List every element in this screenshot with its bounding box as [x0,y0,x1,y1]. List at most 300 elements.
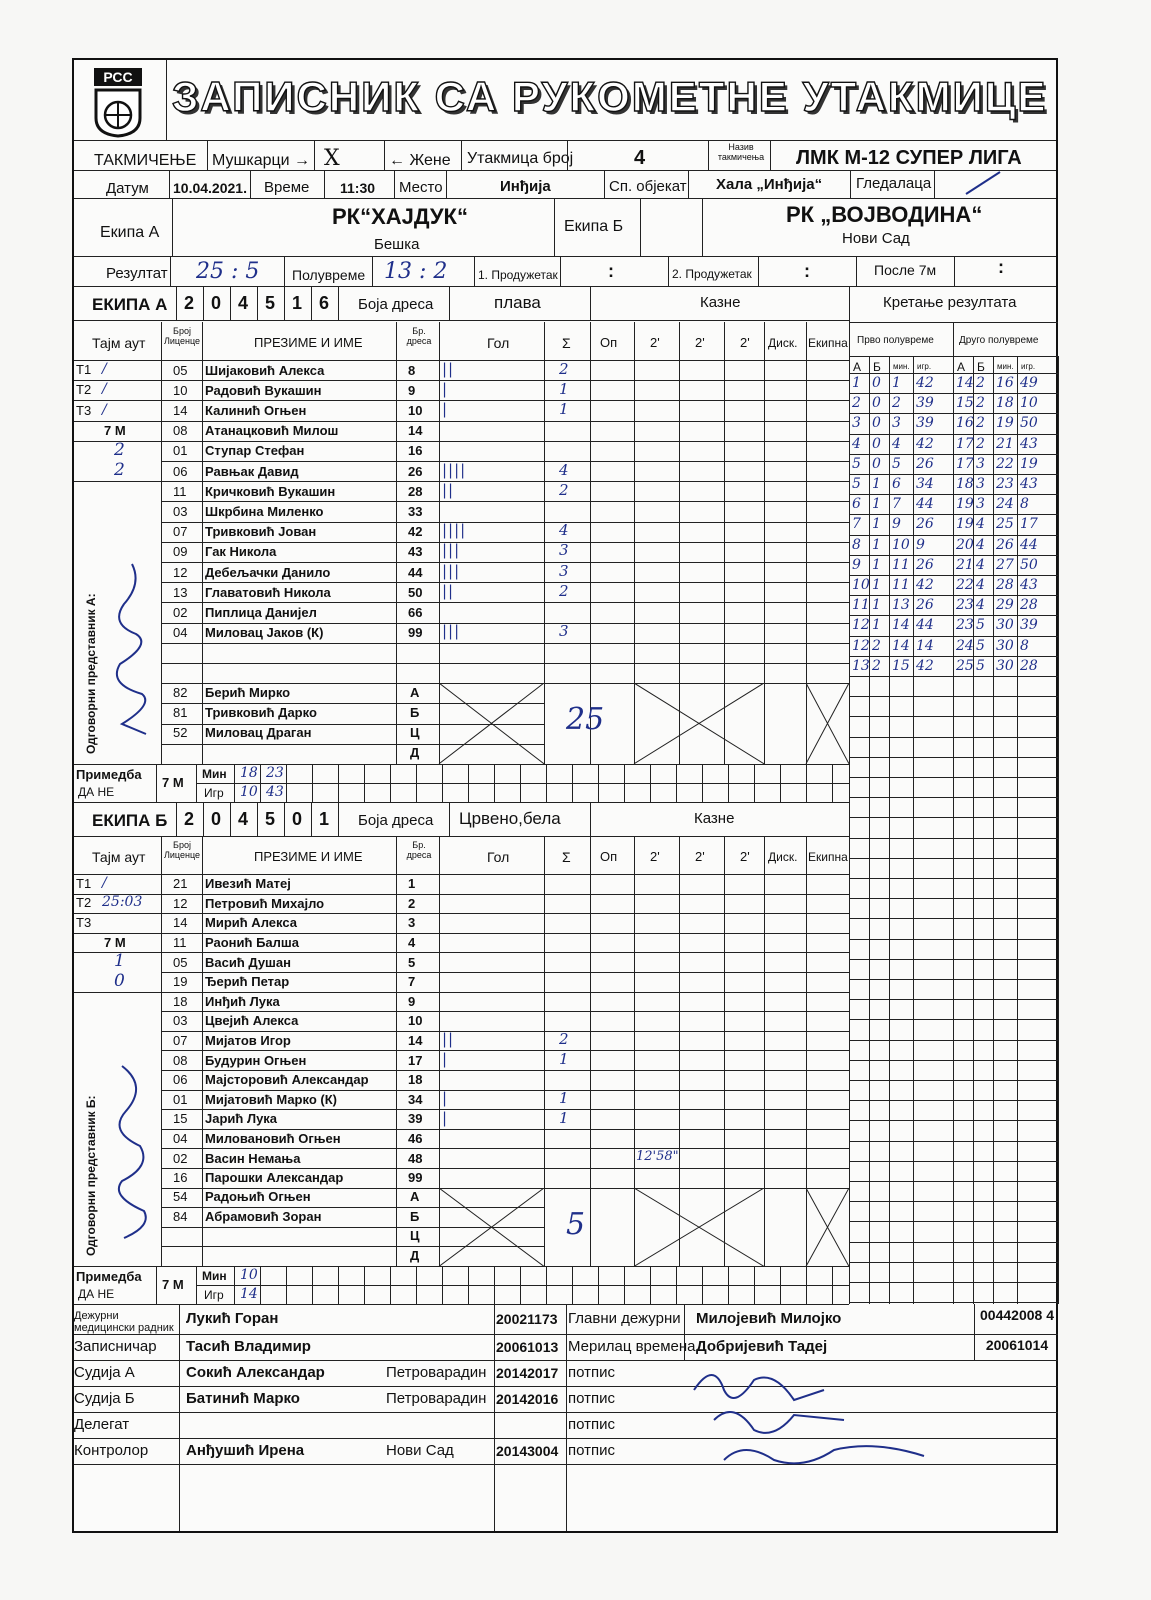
footer-person-name: Тасић Владимир [186,1338,311,1355]
player-jersey-number: 17 [408,1052,423,1068]
player-goal-marks: || [442,359,455,378]
flow-cell: 7 [852,516,861,533]
player-goal-total: 4 [559,460,569,479]
flow-cell: 16 [956,415,974,432]
player-goal-total: 4 [559,521,569,540]
player-license: 19 [173,974,188,990]
match-number-label: Утакмица број [467,150,574,167]
official-license: 84 [173,1208,188,1224]
flow-cell: 4 [892,435,901,452]
flow-cell: 1 [892,375,901,391]
player-jersey-number: 99 [408,625,423,641]
venue: Хала „Инђија“ [716,176,823,193]
team-a-code-digit: 1 [292,293,303,313]
flow-cell: 50 [1020,556,1038,573]
player-name: Кричковић Вукашин [205,483,336,499]
player-row [74,360,849,380]
team-total-goals: 25 [566,702,605,738]
flow-cell: 21 [996,435,1014,452]
player-jersey-number: 2 [408,895,416,911]
warning-header: Оп [600,849,618,864]
player-jersey-number: 34 [408,1091,423,1107]
flow-cell: 9 [852,556,861,573]
footer-person-license: 20021173 [496,1311,558,1327]
flow-cell: 4 [976,556,985,573]
player-name: Пиплица Данијел [205,604,317,620]
flow-cell: 14 [916,637,934,654]
player-goal-marks: |||| [442,521,467,540]
jersey-header: Бр. дреса [406,840,432,860]
player-row [74,1148,849,1168]
team-a-code-digit: 6 [319,293,330,313]
flow-cell: 7 [892,496,901,513]
player-name: Шијаковић Алекса [205,362,325,378]
flow-cell: 2 [872,637,881,654]
competition-name: ЛМК М-12 СУПЕР ЛИГА [796,147,1022,169]
player-goal-marks: | [442,1088,449,1107]
flow-cell: 44 [916,617,934,634]
flow-cell: 25 [996,516,1014,533]
player-goal-marks: ||| [442,541,461,560]
player-jersey-number: 39 [408,1111,423,1127]
player-row [74,582,849,602]
flow-cell: 6 [892,476,901,492]
player-name: Мајсторовић Александар [205,1072,369,1088]
footer-role-label: Контролор [74,1442,149,1459]
timeout-label-t3: Т3 [76,915,92,930]
player-license: 07 [173,524,188,540]
player-jersey-number: 10 [408,1013,423,1029]
flow-cell: 0 [872,375,881,391]
player-row [74,1090,849,1110]
flow-cell: 5 [976,617,985,634]
competition-label: ТАКМИЧЕЊЕ [94,152,197,169]
player-jersey-number: 7 [408,974,416,990]
penalties-label: Казне [700,294,741,311]
flow-cell: 39 [916,415,934,432]
official-role: Б [410,1208,420,1224]
two-minute-header: 2' [695,335,705,350]
player-goal-marks: || [442,1030,455,1049]
official-license: 54 [173,1188,188,1204]
player-license: 02 [173,604,188,620]
flow-cell: 26 [916,597,934,614]
place-label: Место [399,179,443,196]
overtime1-label: 1. Продужетак [478,268,558,282]
two-minute-header: 2' [650,849,660,864]
player-name: Гак Никола [205,544,277,560]
note-label: Примедба [76,1269,142,1284]
player-license: 11 [173,483,187,499]
player-name: Миловац Јаков (К) [205,625,324,641]
player-license: 02 [173,1150,188,1166]
player-row [74,894,849,914]
player-goal-total: 2 [559,1030,569,1049]
player-name: Инђић Лука [205,993,280,1009]
player-row [74,913,849,933]
license-header: Број Лиценце [163,840,201,860]
seven-m-minute-label: Мин [202,767,227,781]
second-half-label: Друго полувреме [959,335,1039,346]
flow-cell: 3 [852,415,861,432]
flow-cell: 43 [1020,435,1038,452]
flow-cell: 19 [996,415,1014,432]
official-license: 52 [173,725,188,741]
player-license: 04 [173,625,188,641]
seven-m-label: 7 М [104,422,126,438]
flow-cell: 44 [1020,536,1038,553]
player-jersey-number: 42 [408,524,423,540]
footer-role-label: Дежурни медицински радник [74,1310,174,1334]
jersey-color-label: Боја дреса [358,812,434,829]
timeout-label-t1: Т1 [76,362,92,378]
team-b-name: РК „ВОЈВОДИНА“ [786,202,983,227]
player-goal-marks: ||| [442,622,461,641]
women-label: ← Жене [389,152,451,169]
official-name: Тривковић Дарко [205,705,317,720]
player-license: 07 [173,1033,188,1049]
player-row [74,421,849,441]
player-license: 12 [173,895,188,911]
player-name: Тривковић Јован [205,524,317,540]
player-row [74,501,849,521]
team-b-code-digit: 2 [184,809,195,829]
flow-cell: 1 [872,516,881,533]
team-a-code-digit: 4 [238,293,249,313]
player-goal-marks: | [442,1049,449,1068]
player-jersey-number: 10 [408,402,423,418]
player-license: 12 [173,564,188,580]
player-name: Ђерић Петар [205,974,290,990]
flow-cell: 11 [852,597,870,614]
flow-cell: 43 [1020,577,1038,593]
team-a-code-digit: 5 [265,293,276,313]
flow-cell: 18 [956,476,974,492]
timeout-value-t2: / [102,381,107,398]
handball-emblem-icon [92,88,144,138]
flow-cell: 30 [996,617,1014,634]
player-license: 06 [173,463,188,479]
player-name: Мијатовић Марко (К) [205,1091,337,1107]
flow-cell: 23 [956,597,974,614]
footer-secondary-role: потпис [568,1390,616,1407]
player-row [74,602,849,622]
official-name: Миловац Драган [205,725,312,741]
player-name: Главатовић Никола [205,584,331,600]
flow-cell: 0 [872,395,881,412]
flow-cell: 42 [916,657,934,674]
flow-cell: 10 [892,536,910,553]
crossed-out-cells [74,683,849,764]
team-a-name: РК“ХАЈДУК“ [332,204,468,229]
two-minute-header: 2' [695,849,705,864]
flow-cell: 1 [872,536,881,553]
player-name: Атанацковић Милош [205,423,339,439]
team-b-code-digit: 5 [265,809,276,829]
flow-cell: 23 [996,476,1014,492]
player-license: 16 [173,1170,188,1186]
flow-cell: 4 [852,435,861,452]
flow-cell: 39 [916,395,934,412]
team-b-code-digit: 0 [292,809,303,829]
player-name: Петровић Михајло [205,895,325,911]
player-goal-total: 2 [559,359,569,378]
flow-cell: 25 [956,657,974,674]
player-goal-total: 3 [559,622,569,641]
flow-column-header: мин. [893,362,910,371]
player-row [74,1070,849,1090]
flow-cell: 28 [1020,597,1038,614]
team-b-code-digit: 0 [211,809,222,829]
flow-cell: 0 [872,455,881,472]
player-jersey-number: 14 [408,1033,423,1049]
player-jersey-number: 9 [408,382,416,398]
flow-cell: 3 [976,476,985,492]
player-license: 09 [173,544,188,560]
responsible-official-label: Одговорни представник Б: [84,1095,98,1256]
final-result: 25 : 5 [196,259,260,284]
flow-cell: 9 [916,536,925,553]
official-name: Радоњић Огњен [205,1188,311,1204]
player-license: 01 [173,1091,188,1107]
flow-cell: 4 [976,516,985,533]
flow-cell: 20 [956,536,974,553]
competition-name-label: Назив такмичења [717,142,765,162]
team-b-code-label: ЕКИПА Б [92,811,168,830]
official-name: Абрамовић Зоран [205,1208,322,1224]
flow-cell: 18 [996,395,1014,412]
flow-cell: 2 [892,395,901,412]
seven-m-minute-value: 18 [240,765,258,781]
player-name: Шкрбина Миленко [205,503,324,519]
seven-m-value: 1 [114,951,125,972]
player-jersey-number: 5 [408,954,416,970]
flow-cell: 15 [956,395,974,412]
footer-role-label: Записничар [74,1338,157,1355]
footer-secondary-role: потпис [568,1442,616,1459]
flow-cell: 3 [976,455,985,472]
seven-m-value: 2 [114,439,125,460]
footer-extra-number: 20061014 [985,1337,1049,1353]
footer-person-license: 20143004 [496,1443,559,1459]
flow-cell: 4 [976,536,985,553]
footer-person-license: 20142016 [496,1391,559,1407]
flow-cell: 13 [892,597,910,614]
player-jersey-number: 48 [408,1150,423,1166]
timeout-value-t2: 25:03 [102,894,143,911]
player-jersey-number: 44 [408,564,423,580]
official-license: 82 [173,684,188,700]
player-goal-marks: |||| [442,460,467,479]
player-row [74,542,849,562]
official-role: А [410,1188,420,1204]
flow-cell: 26 [916,516,934,533]
player-goal-total: 2 [559,581,569,600]
flow-cell: 9 [892,516,901,533]
player-row [74,461,849,481]
spectators-label: Гледалаца [856,175,932,192]
flow-cell: 29 [996,597,1014,614]
two-minute-header: 2' [740,335,750,350]
team-a-label: Екипа А [100,224,160,241]
player-goal-marks: || [442,581,455,600]
two-minute-header: 2' [740,849,750,864]
flow-cell: 17 [1020,516,1038,533]
team-b-code-digit: 1 [319,809,330,829]
spectators-dash-mark [964,168,1004,196]
flow-cell: 8 [852,536,861,553]
team-penalty-header: Екипна [808,850,848,864]
player-license: 05 [173,362,188,378]
team-a-city: Бешка [374,236,420,253]
flow-cell: 13 [852,657,870,674]
seven-m-value: 2 [114,460,125,481]
match-date: 10.04.2021. [173,180,247,196]
player-jersey-number: 50 [408,584,423,600]
team-b-code-digit: 4 [238,809,249,829]
match-place: Инђија [500,178,551,195]
player-license: 15 [173,1111,188,1127]
men-label: Мушкарци → [212,152,311,169]
flow-cell: 43 [1020,476,1038,492]
player-license: 03 [173,1013,188,1029]
player-goal-total: 2 [559,480,569,499]
player-row [74,1031,849,1051]
flow-cell: 14 [892,637,910,654]
flow-cell: 5 [976,637,985,654]
flow-cell: 26 [916,455,934,472]
official-role: Д [410,745,420,761]
player-name: Миловановић Огњен [205,1131,341,1147]
flow-column-header: игр. [917,362,932,371]
flow-cell: 8 [1020,637,1029,654]
player-name: Парошки Александар [205,1170,344,1186]
flow-cell: 10 [1020,395,1038,412]
player-license: 05 [173,954,188,970]
footer-secondary-name: Добријевић Тадеј [696,1338,828,1355]
flow-cell: 49 [1020,375,1038,391]
flow-cell: 1 [872,597,881,614]
flow-cell: 5 [892,455,901,472]
footer-secondary-name: Милојевић Милојко [696,1310,842,1327]
player-jersey-number: 43 [408,544,423,560]
goal-header: Гол [487,849,510,865]
overtime2-result: : [804,261,810,281]
player-name: Васић Душан [205,954,291,970]
flow-cell: 14 [892,617,910,634]
official-signature [102,554,162,744]
player-jersey-number: 8 [408,362,416,378]
player-jersey-number: 1 [408,876,416,892]
flow-cell: 42 [916,577,934,593]
two-minute-header: 2' [650,335,660,350]
player-license: 11 [173,935,187,951]
player-jersey-number: 99 [408,1170,423,1186]
flow-cell: 28 [996,577,1014,593]
flow-column-header: А [853,360,862,374]
player-penalty-time: 12'58" [636,1148,679,1164]
jersey-header: Бр. дреса [406,326,432,346]
flow-cell: 22 [956,577,974,593]
timeout-value-t1: / [102,874,107,891]
seven-m-minute-value: 23 [266,765,284,781]
flow-cell: 34 [916,476,934,492]
seven-m-label: 7 М [104,934,126,950]
flow-cell: 1 [852,375,861,391]
flow-cell: 1 [872,496,881,513]
flow-column-header: А [957,360,966,374]
player-license: 10 [173,382,188,398]
flow-cell: 8 [1020,496,1029,513]
flow-cell: 12 [852,617,870,634]
flow-cell: 23 [956,617,974,634]
match-number: 4 [634,147,646,169]
page-title: ЗАПИСНИК СА РУКОМЕТНЕ УТАКМИЦЕ [172,73,1048,120]
player-jersey-number: 9 [408,993,416,1009]
player-goal-marks: | [442,379,449,398]
flow-cell: 14 [956,375,974,391]
player-license: 18 [173,993,188,1009]
player-name: Дебељачки Данило [205,564,331,580]
goal-header: Гол [487,335,510,351]
team-b-label: Екипа Б [564,218,624,235]
flow-cell: 2 [852,395,861,412]
seven-m-value: 0 [114,970,125,991]
timeout-value-t1: / [102,361,107,378]
flow-cell: 50 [1020,415,1038,432]
yes-no-options: ДА НЕ [78,1287,115,1301]
seven-m-game-value: 43 [266,784,284,800]
flow-cell: 0 [872,415,881,432]
logo-text: РСС [94,68,142,86]
flow-cell: 5 [976,657,985,674]
flow-cell: 5 [852,455,861,472]
player-row [74,992,849,1012]
flow-cell: 30 [996,657,1014,674]
player-row [74,481,849,501]
note-label: Примедба [76,767,142,782]
player-row [74,623,849,643]
warning-header: Оп [600,335,618,350]
official-license: 81 [173,705,188,720]
flow-cell: 12 [852,637,870,654]
flow-cell: 21 [956,556,974,573]
official-signature [102,1056,162,1246]
player-goal-total: 1 [559,1088,569,1107]
team-a-jersey-color: плава [494,293,541,312]
date-label: Датум [106,180,149,197]
player-row [74,400,849,420]
footer-person-name: Сокић Александар [186,1364,325,1381]
timeout-value-t3: / [102,401,107,418]
match-time: 11:30 [340,180,376,196]
seven-m-summary-label: 7 М [162,1277,184,1292]
responsible-official-label: Одговорни представник А: [84,593,98,754]
player-jersey-number: 26 [408,463,423,479]
player-jersey-number: 46 [408,1131,423,1147]
name-header: ПРЕЗИМЕ И ИМЕ [254,849,363,864]
player-row [74,1168,849,1188]
time-label: Време [264,179,310,196]
after-7m-label: После 7м [874,262,937,278]
official-role: Ц [410,725,420,741]
player-name: Мирић Алекса [205,915,297,931]
crossed-out-cells [74,1188,849,1266]
timeout-header: Тајм аут [92,849,146,865]
player-goal-total: 3 [559,561,569,580]
player-row [74,522,849,542]
penalties-label: Казне [694,810,735,827]
